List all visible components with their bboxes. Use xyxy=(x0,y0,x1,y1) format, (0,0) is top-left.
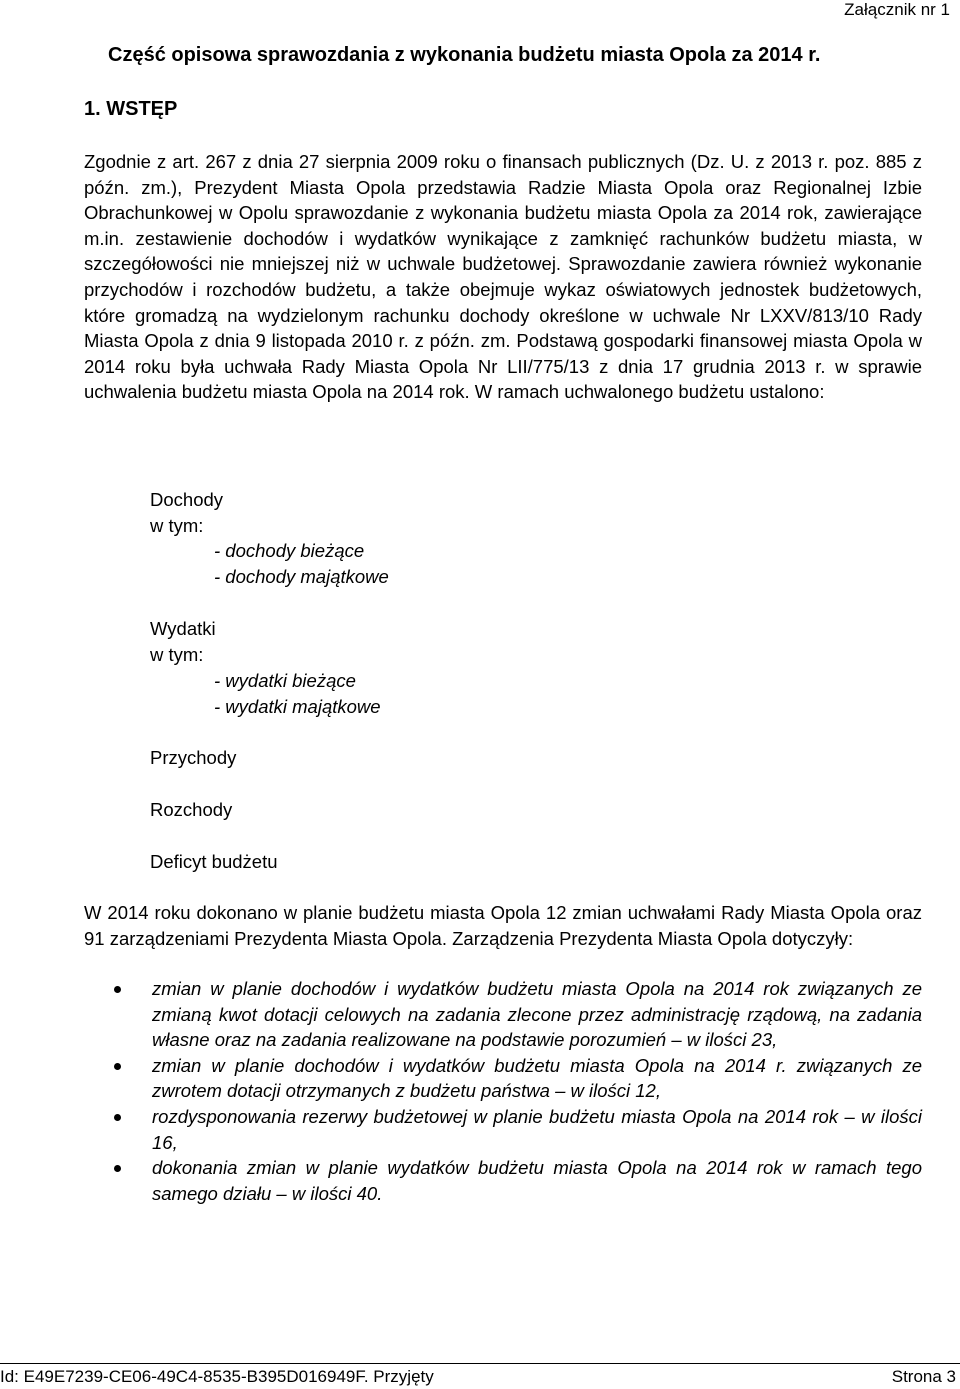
income-wtym: w tym: xyxy=(150,515,204,536)
footer-divider xyxy=(0,1363,960,1364)
list-item-text: zmian w planie dochodów i wydatków budżetu miasta Opola na 2014 rok związanych ze zmianą kwot dotacji celowych na zadania zlecone przez administrację rządową, na zadania własne oraz na zadania realizowane na podstawie porozumień – w ilości 23, xyxy=(152,978,922,1051)
expenses-wtym: w tym: xyxy=(150,644,204,665)
bullet-icon xyxy=(114,986,121,993)
intro-paragraph: Zgodnie z art. 267 z dnia 27 sierpnia 2009 roku o finansach publicznych (Dz. U. z 2013 r. poz. 885 z późn. zm.), Prezydent Miasta Opola przedstawia Radzie Miasta Opola oraz Regionalnej Izbie Obrachunkowej w Opolu sprawozdanie z wykonania budżetu miasta Opola za 2014 rok, zawierające m.in. zestawienie dochodów i wydatków wynikające z zamknięć rachunków budżetu miasta, w szczegółowości nie mniejszej niż w uchwale budżetowej. Sprawozdanie zawiera również wykonanie przychodów i rozchodów budżetu, a także obejmuje wykaz oświatowych jednostek budżetowych, które gromadzą na wydzielonym rachunku dochody określone w uchwale Nr LXXV/813/10 Rady Miasta Opola z dnia 9 listopada 2010 r. z późn. zm. Podstawą gospodarki finansowej miasta Opola w 2014 roku była uchwała Rady Miasta Opola Nr LII/775/13 z dnia 17 grudnia 2013 r. w sprawie uchwalenia budżetu miasta Opola na 2014 rok. W ramach uchwalonego budżetu ustalono: xyxy=(84,151,922,403)
revenue-label: Przychody xyxy=(150,747,237,768)
changes-list xyxy=(84,976,922,1206)
footer-id: Id: E49E7239-CE06-49C4-8535-B395D016949F. Przyjęty xyxy=(0,1367,434,1386)
list-item-text: zmian w planie dochodów i wydatków budżetu miasta Opola na 2014 r. związanych ze zwrotem dotacji otrzymanych z budżetu państwa – w ilości 12, xyxy=(152,1054,922,1102)
document-title: Część opisowa sprawozdania z wykonania budżetu miasta Opola za 2014 r. xyxy=(108,44,821,66)
income-current-label: - dochody bieżące xyxy=(214,540,365,561)
expenses-property-label: - wydatki majątkowe xyxy=(214,696,381,717)
attachment-label: Załącznik nr 1 xyxy=(844,0,950,19)
bullet-icon xyxy=(114,1165,121,1172)
list-item xyxy=(84,1104,922,1155)
outflow-label: Rozchody xyxy=(150,799,233,820)
section-heading: 1. WSTĘP xyxy=(84,98,178,120)
list-item xyxy=(84,1053,922,1104)
bullet-icon xyxy=(114,1114,121,1121)
list-item xyxy=(84,1155,922,1206)
income-property-label: - dochody majątkowe xyxy=(214,566,389,587)
expenses-label: Wydatki xyxy=(150,618,216,639)
page-number: Strona 3 xyxy=(891,1367,956,1386)
bullet-icon xyxy=(114,1063,121,1070)
changes-paragraph: W 2014 roku dokonano w planie budżetu miasta Opola 12 zmian uchwałami Rady Miasta Opola oraz 91 zarządzeniami Prezydenta Miasta Opola. Zarządzenia Prezydenta Miasta Opola dotyczyły: xyxy=(84,902,922,949)
expenses-current-label: - wydatki bieżące xyxy=(214,670,356,691)
deficit-label: Deficyt budżetu xyxy=(150,851,278,872)
list-item-text: dokonania zmian w planie wydatków budżetu miasta Opola na 2014 rok w ramach tego samego działu – w ilości 40. xyxy=(152,1157,922,1204)
income-label: Dochody xyxy=(150,489,224,510)
list-item-text: rozdysponowania rezerwy budżetowej w planie budżetu miasta Opola na 2014 rok – w ilości 16, xyxy=(152,1105,922,1153)
list-item xyxy=(84,976,922,1053)
